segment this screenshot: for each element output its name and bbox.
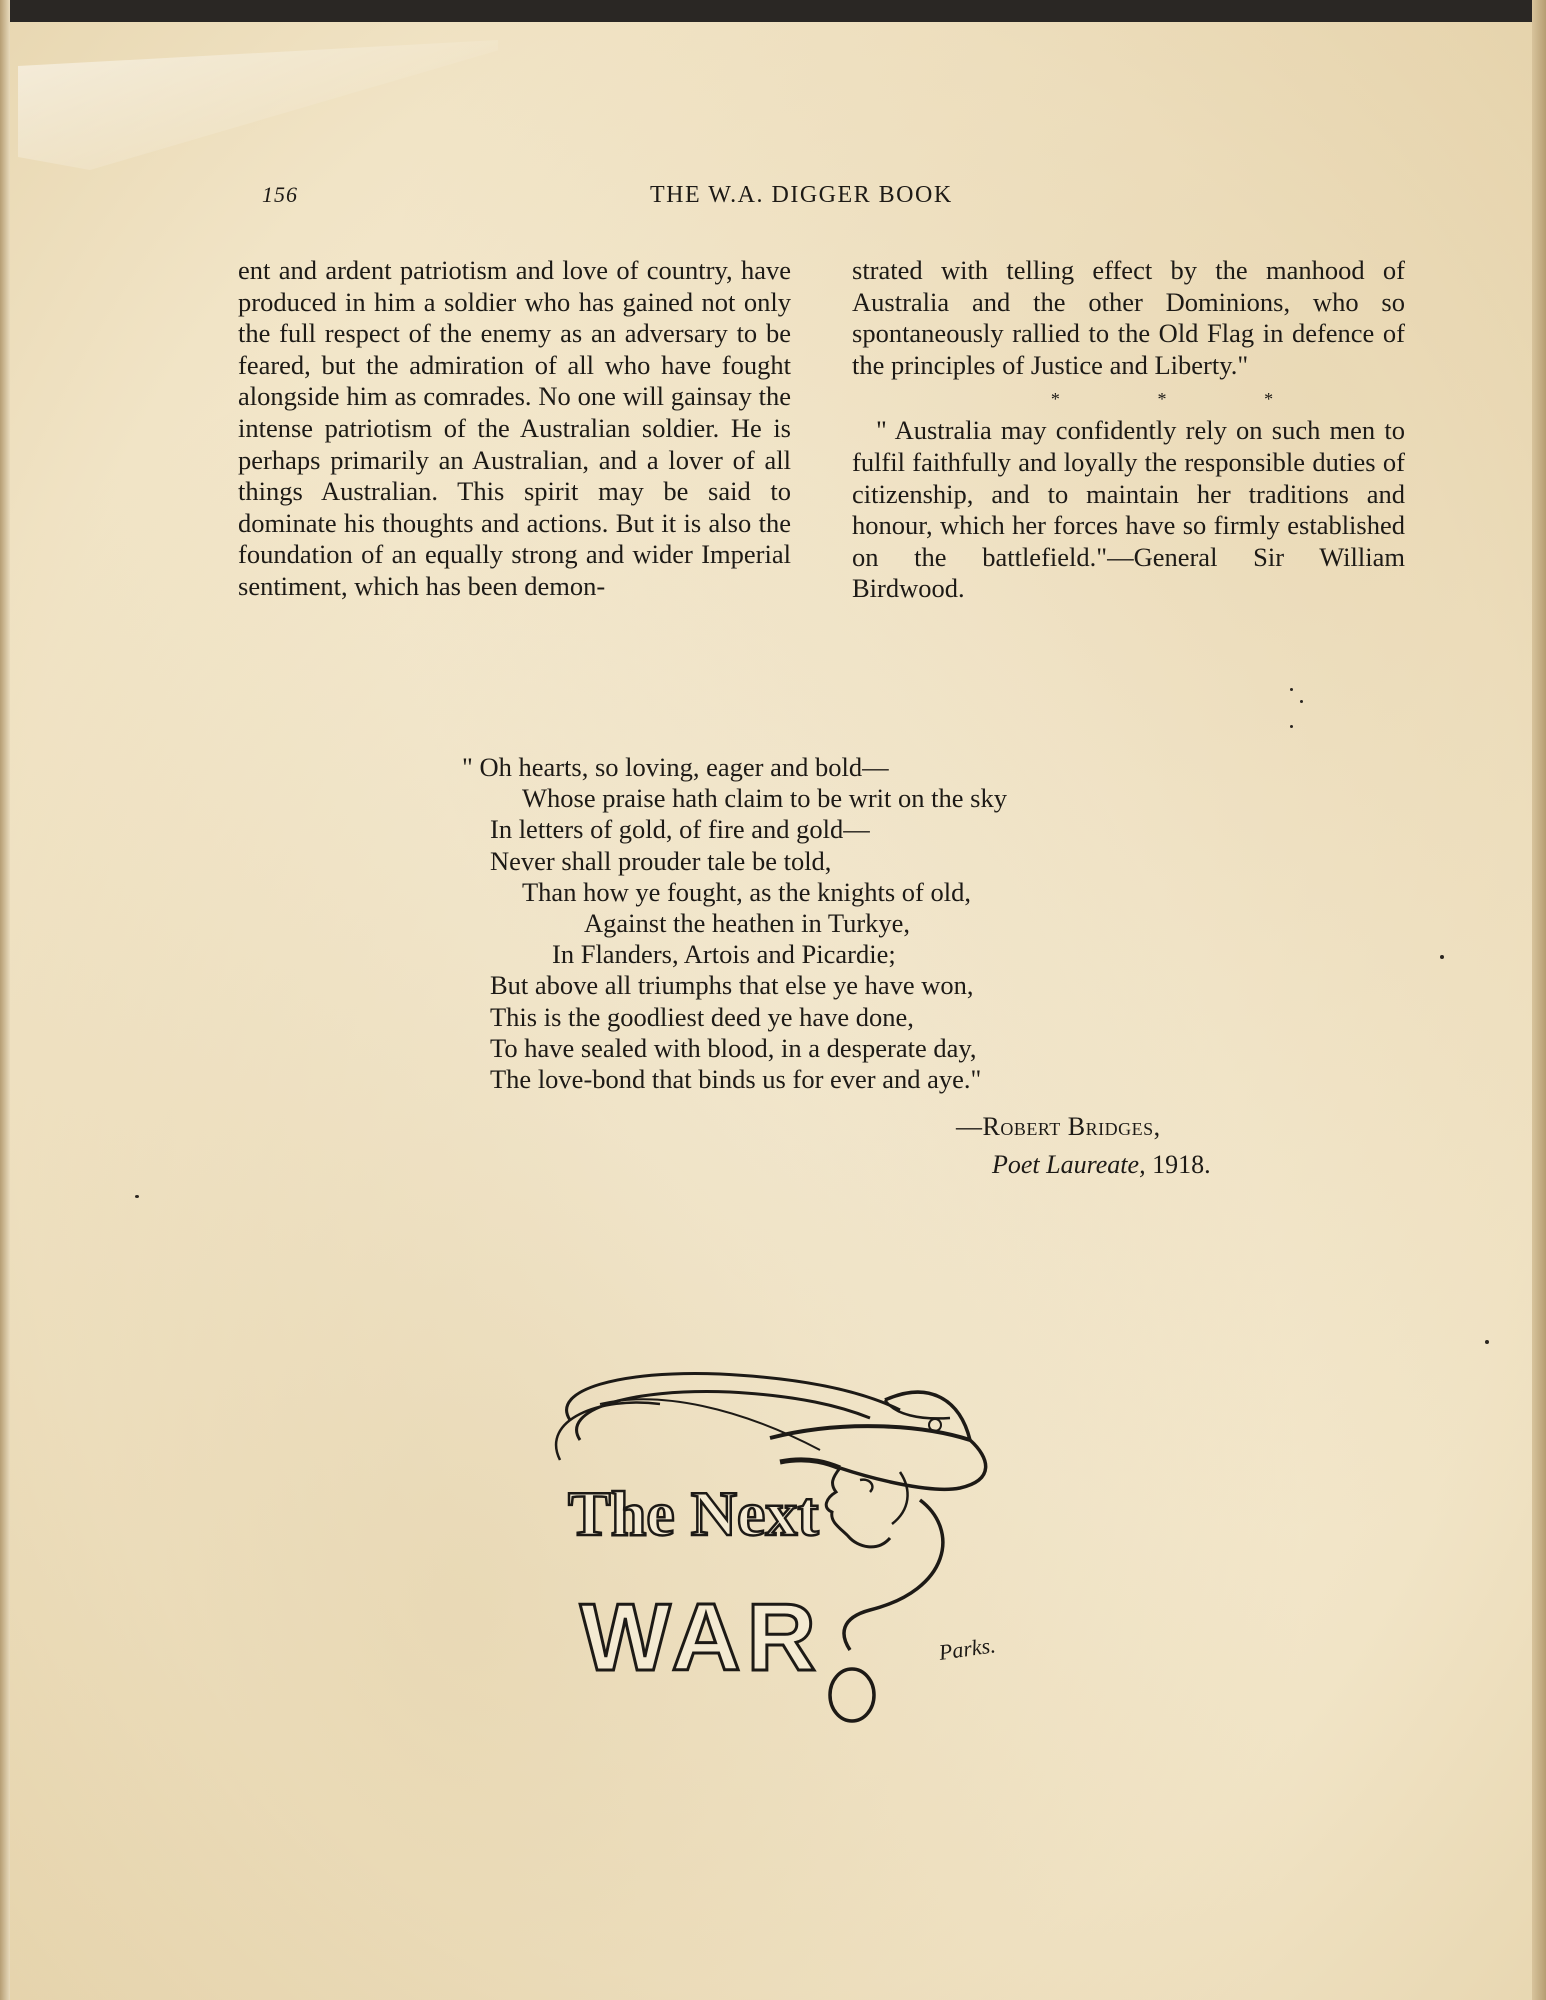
ornament: *	[1264, 389, 1274, 410]
scan-right-edge	[1532, 0, 1546, 2000]
poem	[462, 752, 1142, 1095]
poem-attribution	[956, 1108, 1211, 1184]
right-column-paragraph-2: " Australia may confidently rely on such men to fulfil faithfully and loyally the responsible duties of citizenship, and to maintain her traditions and honour, which her forces have so firmly established on the battlefield."—General Sir William Birdwood.	[852, 415, 1405, 604]
paper-speck	[1290, 688, 1293, 691]
eye	[860, 1480, 872, 1492]
attribution-title: Poet Laureate,	[992, 1150, 1146, 1179]
left-column-paragraph: ent and ardent patriotism and love of country, have produced in him a soldier who has gained not only the full respect of the enemy as an adversary to be feared, but the admiration of all who have fought alongside him as comrades. No one will gainsay the intense patriotism of the Australian soldier. He is perhaps primarily an Australian, and a lover of all things Australian. This spirit may be said to dominate his thoughts and actions. But it is also the foundation of an equally strong and wider Imperial sentiment, which has been demon-	[238, 255, 791, 601]
hat-crown	[885, 1392, 970, 1440]
the-next-war-cartoon	[540, 1360, 1100, 1730]
smoke-swirl	[600, 1399, 820, 1450]
hat-brim-upturned	[840, 1440, 986, 1489]
poem-line: This is the goodliest deed ye have done,	[490, 1001, 914, 1032]
scan-top-edge	[0, 0, 1546, 22]
poem-line: The love-bond that binds us for ever and aye."	[490, 1064, 982, 1095]
right-column-paragraph-1: strated with telling effect by the manhood of Australia and the other Dominions, who so spontaneously rallied to the Old Flag in defence of the principles of Justice and Liberty."	[852, 255, 1405, 380]
poem-line: Against the heathen in Turkye,	[584, 908, 911, 939]
artist-signature: Parks.	[937, 1632, 997, 1665]
ear	[892, 1472, 908, 1524]
paper-tear	[18, 40, 498, 170]
page-header	[0, 182, 1546, 212]
right-column	[852, 255, 1405, 605]
running-head: THE W.A. DIGGER BOOK	[650, 182, 953, 208]
poem-line: Never shall prouder tale be told,	[490, 845, 832, 876]
smoke-swirl	[556, 1402, 660, 1460]
poem-line: In letters of gold, of fire and gold—	[490, 814, 870, 845]
poem-line: To have sealed with blood, in a desperate day,	[490, 1032, 977, 1063]
cartoon-caption-line-2: WAR	[580, 1584, 822, 1691]
paper-speck	[135, 1195, 139, 1198]
question-mark-dot	[830, 1669, 874, 1721]
page-number: 156	[262, 182, 298, 207]
attribution-year: 1918.	[1152, 1150, 1211, 1179]
paper-speck	[1485, 1340, 1489, 1344]
left-column	[238, 255, 791, 603]
poem-line: Than how ye fought, as the knights of old,	[522, 876, 971, 907]
section-ornaments	[1002, 385, 1322, 413]
scan-left-edge	[0, 0, 10, 2000]
poem-line: Whose praise hath claim to be writ on the sky	[522, 783, 1007, 814]
smoke-swirl	[577, 1392, 870, 1440]
ornament: *	[1050, 389, 1060, 410]
attribution-title-line	[956, 1146, 1211, 1184]
cartoon-caption-line-1: The Next	[568, 1478, 819, 1549]
poem-line: In Flanders, Artois and Picardie;	[552, 939, 896, 970]
ornament: *	[1157, 389, 1167, 410]
hat-crown-edge	[885, 1400, 950, 1418]
poem-line: But above all triumphs that else ye have won,	[490, 970, 974, 1001]
poem-line: " Oh hearts, so loving, eager and bold—	[462, 752, 889, 782]
paper-speck	[1300, 700, 1303, 703]
attribution-name: —Robert Bridges,	[956, 1112, 1161, 1141]
rising-sun-badge	[929, 1419, 941, 1431]
hair-stroke	[780, 1460, 840, 1468]
paper-speck	[1440, 955, 1444, 959]
paper-speck	[1290, 725, 1293, 728]
